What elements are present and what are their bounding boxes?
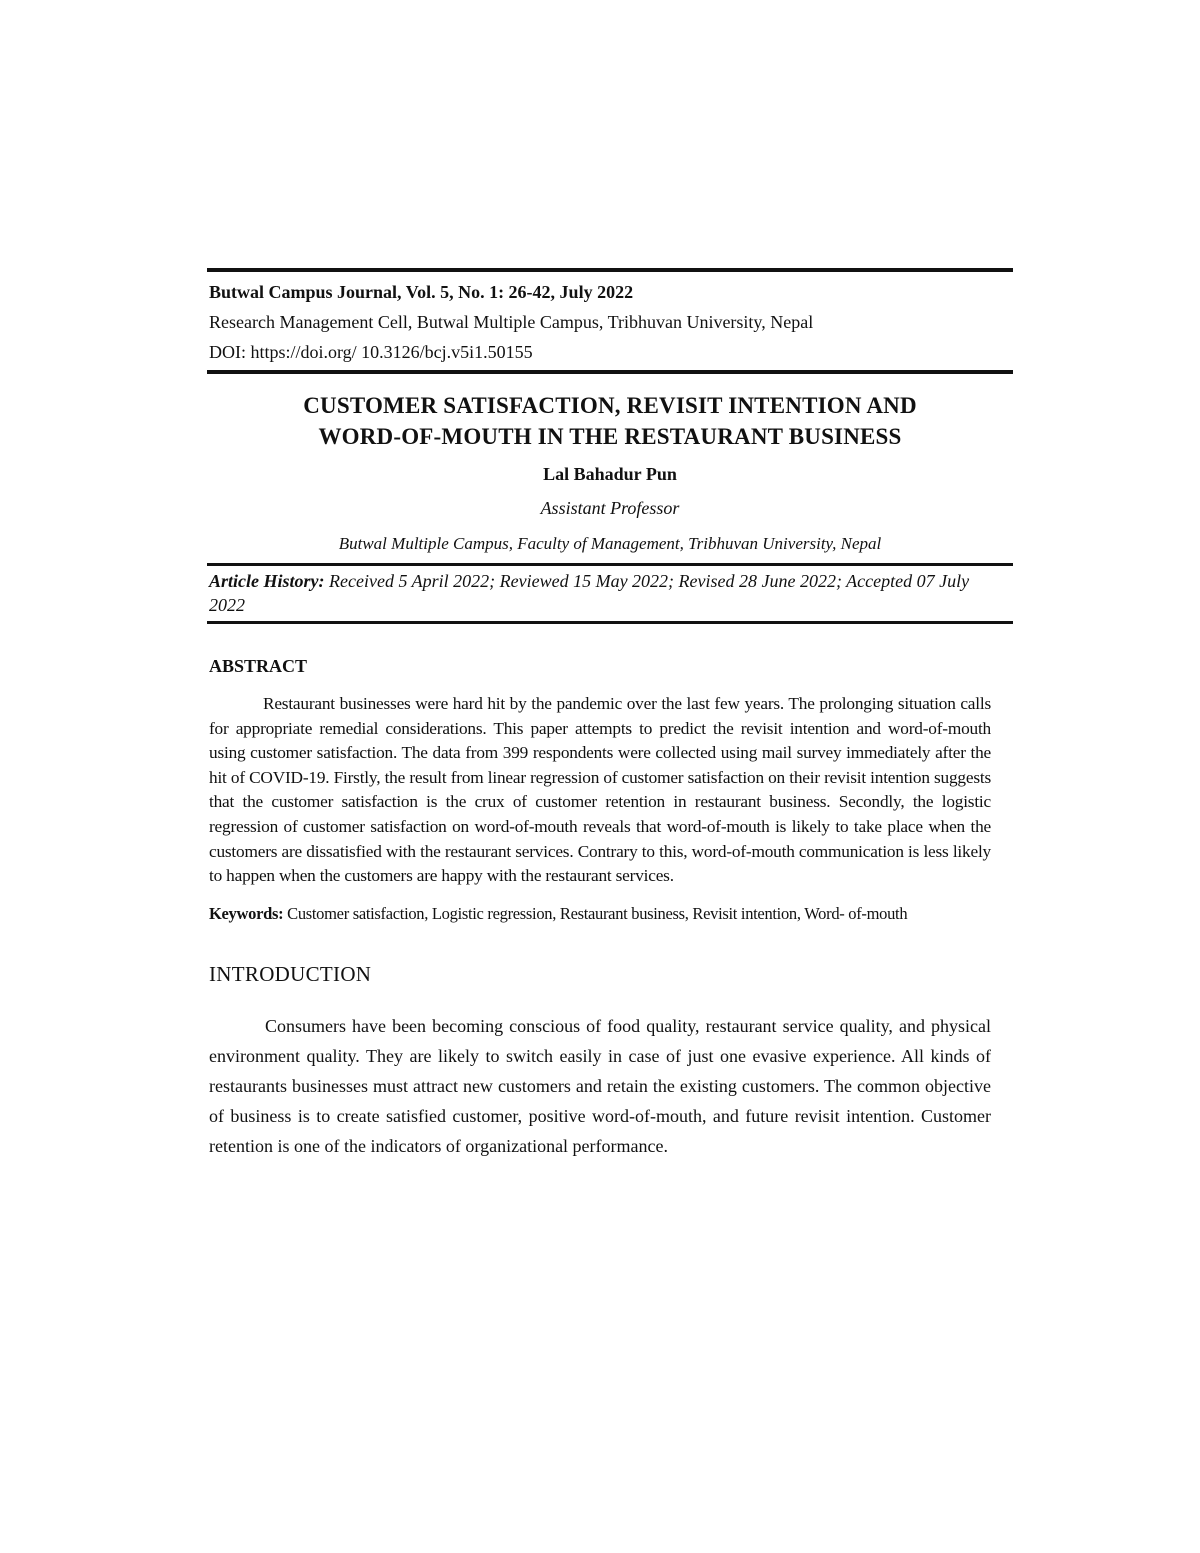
paper-title-line-1: CUSTOMER SATISFACTION, REVISIT INTENTION AND — [303, 393, 917, 418]
article-history-text: Received 5 April 2022; Reviewed 15 May 2022; Revised 28 June 2022; Accepted 07 July 2022 — [209, 571, 970, 615]
journal-citation: Butwal Campus Journal, Vol. 5, No. 1: 26-42, July 2022 — [209, 282, 634, 302]
introduction-text: Consumers have been becoming conscious of food quality, restaurant service quality, and physical environment quality. They are likely to switch easily in case of just one evasive experience. All kinds of restaurants businesses must attract new customers and retain the existing customers. The common objective of business is to create satisfied customer, positive word-of-mouth, and future revisit intention. Customer retention is one of the indicators of organizational performance. — [209, 1015, 991, 1156]
keywords — [207, 899, 1013, 928]
abstract-heading: ABSTRACT — [209, 656, 308, 676]
abstract-text: Restaurant businesses were hard hit by the pandemic over the last few years. The prolonging situation calls for appropriate remedial considerations. This paper attempts to predict the revisit intention and word-of-mouth using customer satisfaction. The data from 399 respondents were collected using mail survey immediately after the hit of COVID-19. Firstly, the result from linear regression of customer satisfaction on their revisit intention suggests that the customer satisfaction is the crux of customer retention in restaurant business. Secondly, the logistic regression of customer satisfaction on word-of-mouth reveals that word-of-mouth is likely to take place when the customers are dissatisfied with the restaurant services. Contrary to this, word-of-mouth communication is less likely to happen when the customers are happy with the restaurant services. — [209, 694, 991, 886]
author-name: Lal Bahadur Pun — [543, 464, 677, 484]
paper-first-page — [207, 268, 1013, 1161]
paper-title-line-2: WORD-OF-MOUTH IN THE RESTAURANT BUSINESS — [318, 424, 902, 449]
journal-header — [207, 272, 1013, 363]
keywords-text: Customer satisfaction, Logistic regression, Restaurant business, Revisit intention, Word- of-mouth — [287, 903, 908, 923]
header-bottom-rule — [207, 370, 1013, 374]
author-designation: Assistant Professor — [540, 498, 680, 518]
introduction-heading: INTRODUCTION — [209, 961, 372, 986]
paper-title — [207, 390, 1013, 452]
author-affiliation: Butwal Multiple Campus, Faculty of Management, Tribhuvan University, Nepal — [338, 534, 882, 553]
keywords-label: Keywords: — [209, 903, 284, 923]
doi-link[interactable]: DOI: https://doi.org/ 10.3126/bcj.v5i1.50155 — [209, 342, 533, 362]
research-cell-line: Research Management Cell, Butwal Multiple Campus, Tribhuvan University, Nepal — [209, 312, 814, 332]
article-history — [207, 563, 1013, 624]
article-history-label: Article History: — [209, 571, 325, 591]
